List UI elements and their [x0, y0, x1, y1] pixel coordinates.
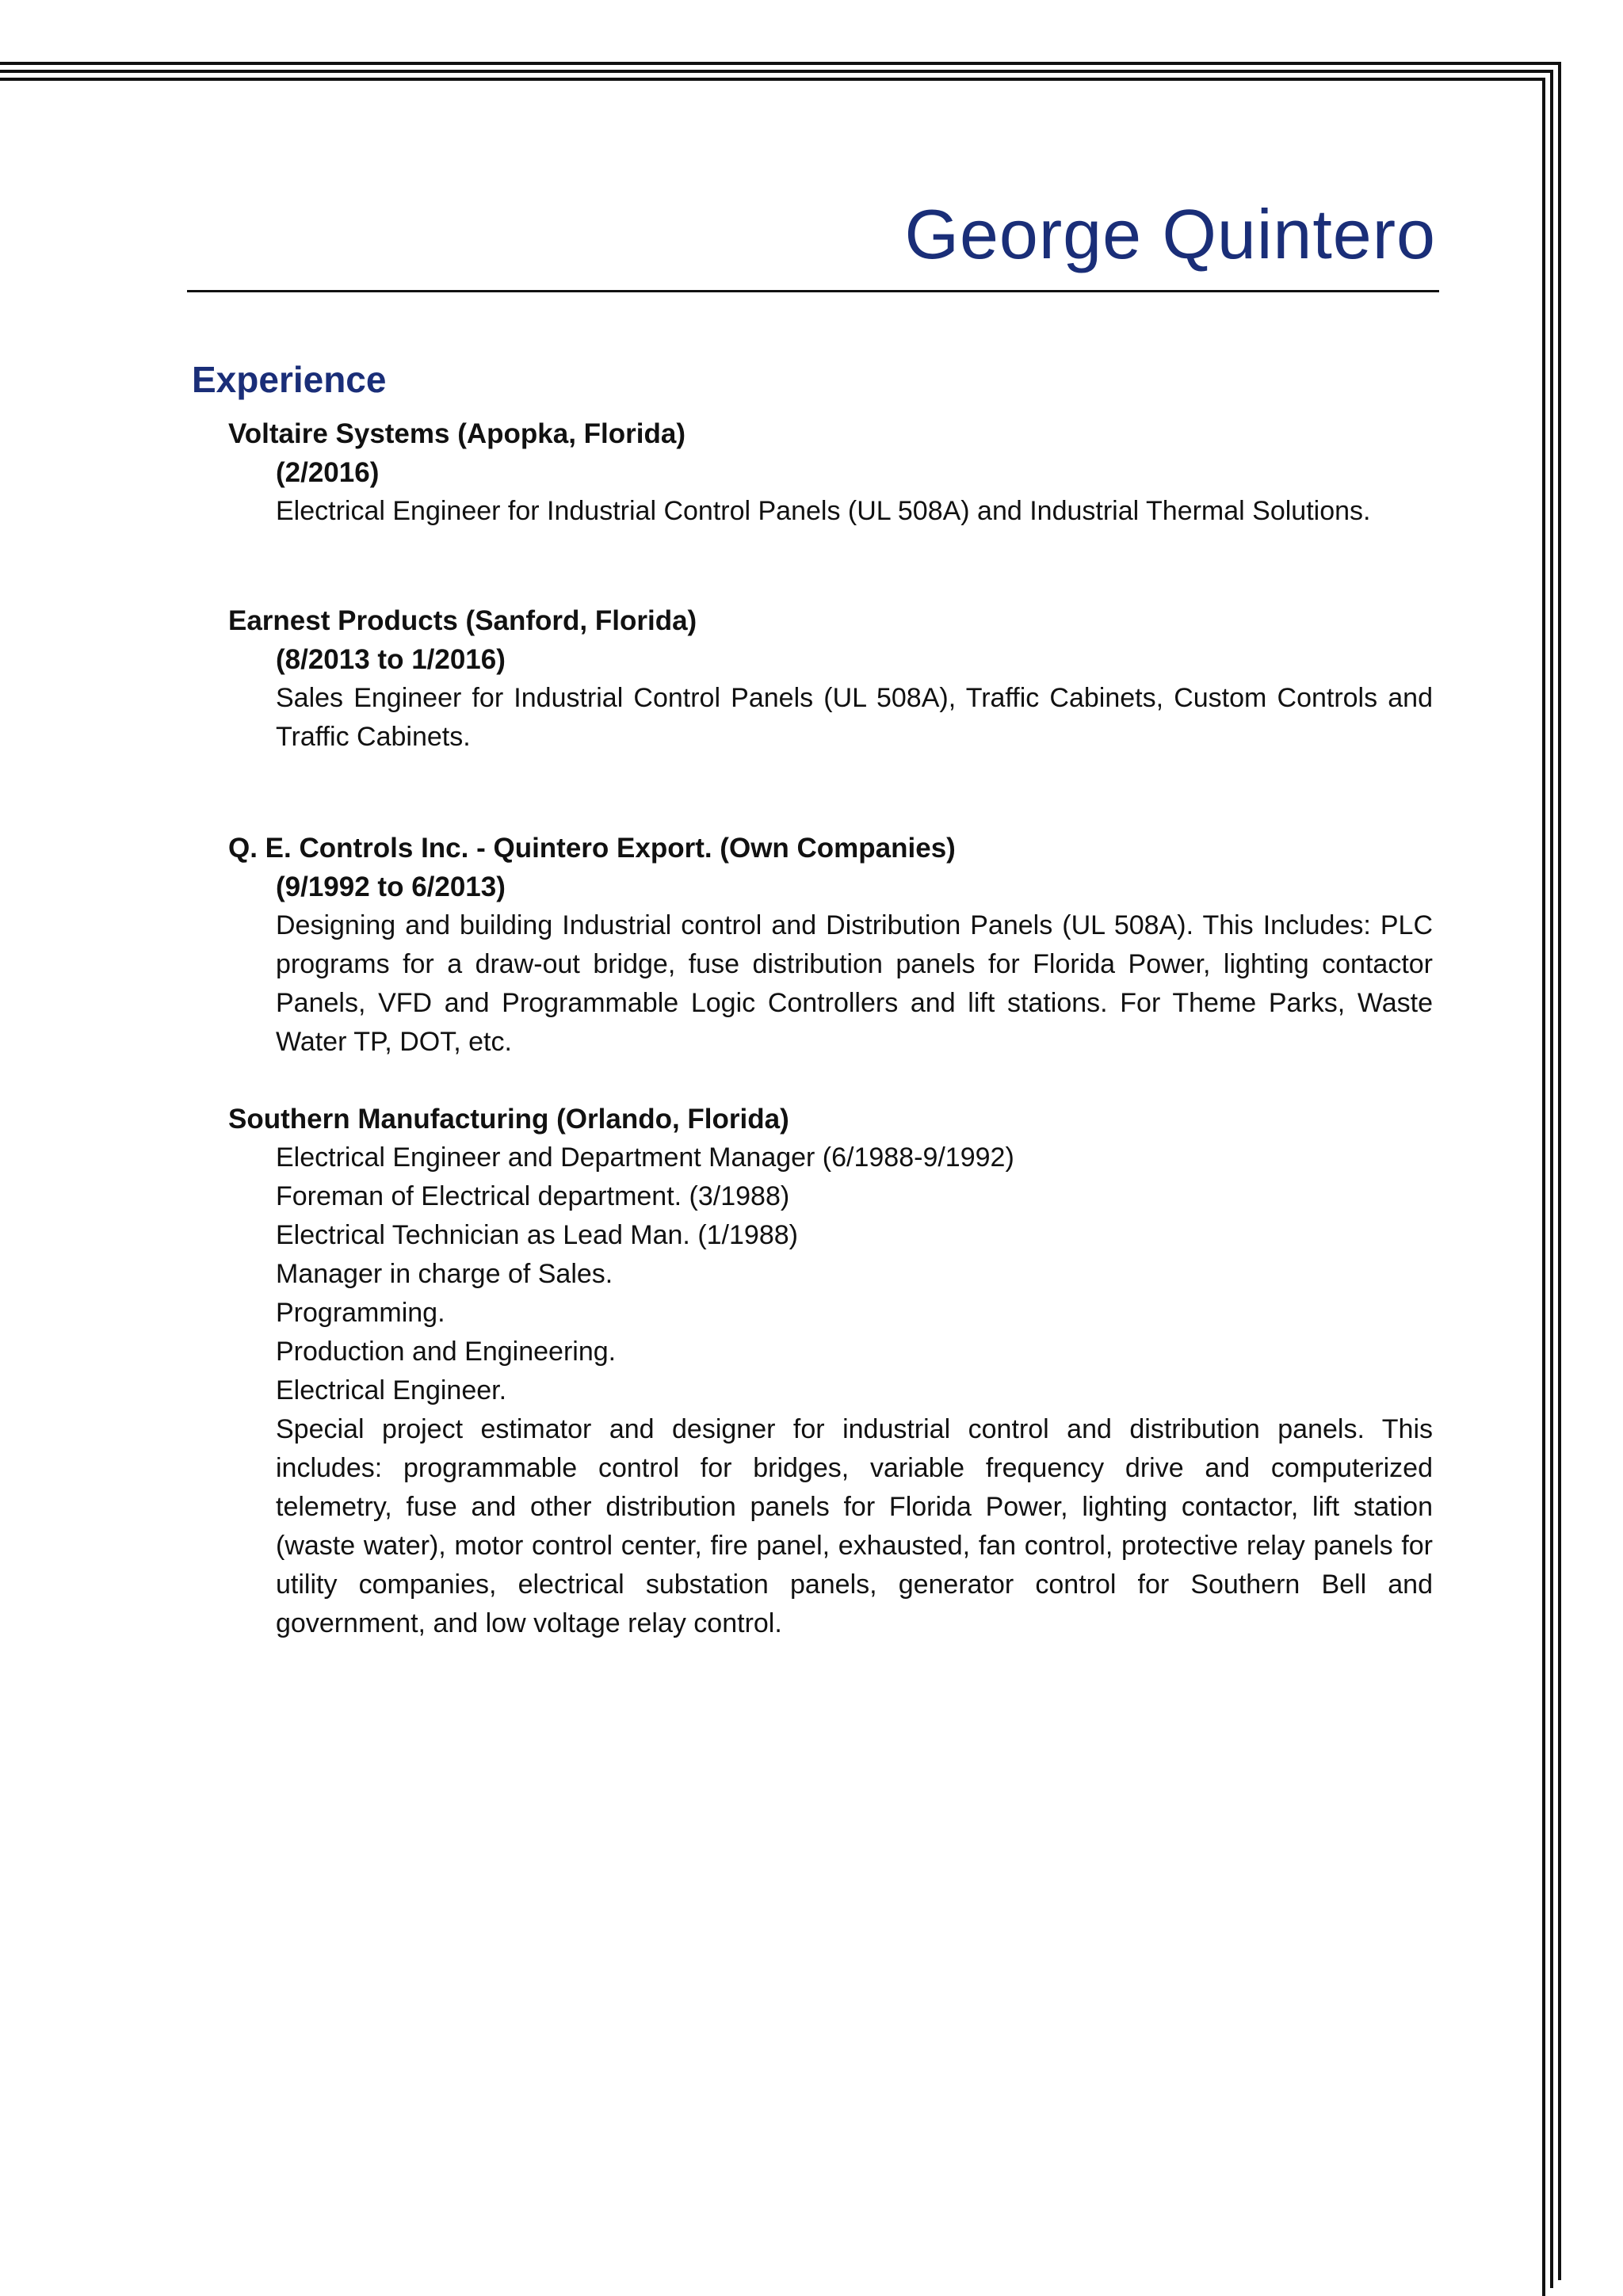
job-description: Special project estimator and designer for industrial control and distribution panels. This includes: programmable control for bridges, variable frequency drive and computerized telemetry, fuse and other distribution panels for Florida Power, lighting contactor, lift station (waste water), motor control center, fire panel, exhausted, fan control, protective relay panels for utility companies, electrical substation panels, generator control for Southern Bell and government, and low voltage relay control. [276, 1414, 1433, 1638]
job-company: Earnest Products (Sanford, Florida) [228, 605, 697, 636]
resume-name: George Quintero [904, 195, 1436, 273]
job-description: Designing and building Industrial control and Distribution Panels (UL 508A). This Includes: PLC programs for a draw-out bridge, fuse distribution panels for Florida Power, lighting contactor Panels, VFD and Programmable Logic Controllers and lift stations. For Theme Parks, Waste Water TP, DOT, etc. [276, 910, 1433, 1057]
job-dates: (9/1992 to 6/2013) [276, 871, 506, 902]
job-role: Electrical Engineer and Department Manager (6/1988-9/1992) [276, 1142, 1014, 1173]
job-role: Electrical Engineer. [276, 1375, 507, 1405]
job-description: Sales Engineer for Industrial Control Panels (UL 508A), Traffic Cabinets, Custom Controls and Traffic Cabinets. [276, 683, 1433, 752]
job-company: Southern Manufacturing (Orlando, Florida) [228, 1104, 789, 1135]
job-entry-southern-manufacturing [228, 1100, 1433, 1643]
job-role: Electrical Technician as Lead Man. (1/1988) [276, 1220, 798, 1250]
experience-heading: Experience [192, 359, 387, 400]
job-entry-qe-controls [228, 829, 1433, 1062]
job-role: Programming. [276, 1298, 445, 1328]
job-role: Production and Engineering. [276, 1337, 617, 1367]
job-company: Q. E. Controls Inc. - Quintero Export. (Own Companies) [228, 833, 956, 864]
job-role: Manager in charge of Sales. [276, 1259, 613, 1289]
job-company: Voltaire Systems (Apopka, Florida) [228, 418, 685, 449]
job-entry-voltaire [228, 414, 1433, 531]
job-entry-earnest [228, 601, 1433, 757]
job-description: Electrical Engineer for Industrial Control Panels (UL 508A) and Industrial Thermal Solutions. [276, 496, 1371, 526]
job-dates: (2/2016) [276, 457, 380, 488]
job-dates: (8/2013 to 1/2016) [276, 644, 506, 675]
job-role: Foreman of Electrical department. (3/1988) [276, 1181, 790, 1211]
name-divider [187, 290, 1439, 292]
